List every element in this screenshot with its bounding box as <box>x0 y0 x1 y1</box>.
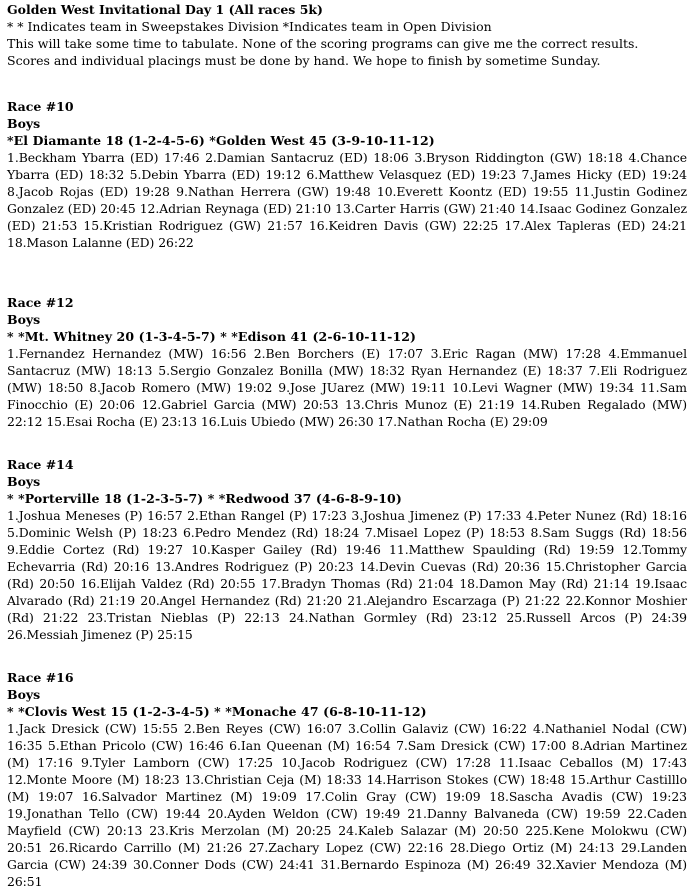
team-scores: * *Mt. Whitney 20 (1-3-4-5-7) * *Edison 41 (2-6-10-11-12) <box>7 329 417 344</box>
individual-results: 1.Fernandez Hernandez (MW) 16:56 2.Ben Borchers (E) 17:07 3.Eric Ragan (MW) 17:28 4.Emmanuel Santacruz (MW) 18:13 5.Sergio Gonzalez Bonilla (MW) 18:32 Ryan Hernandez (E) 18:37 7.Eli Rodriguez (MW) 18:50 8.Jacob Romero (MW) 19:02 9.Jose JUarez (MW) 19:11 10.Levi Wagner (MW) 19:34 11.Sam Finocchio (E) 20:06 12.Gabriel Garcia (MW) 20:53 13.Chris Munoz (E) 21:19 14.Ruben Regalado (MW) 22:12 15.Esai Rocha (E) 23:13 16.Luis Ubiedo (MW) 26:30 17.Nathan Rocha (E) 29:09 <box>7 346 687 429</box>
race-heading: Race #10 <box>7 99 74 114</box>
intro-line-division-key: * * Indicates team in Sweepstakes Division *Indicates team in Open Division <box>7 19 492 34</box>
intro-line-schedule-note: Scores and individual placings must be done by hand. We hope to finish by sometime Sunday. <box>7 53 601 68</box>
race-division: Boys <box>7 116 41 131</box>
results-document <box>7 0 687 889</box>
race-heading: Race #16 <box>7 670 74 685</box>
race-division: Boys <box>7 474 41 489</box>
race-section-10 <box>7 98 687 251</box>
team-scores: * *Porterville 18 (1-2-3-5-7) * *Redwood 37 (4-6-8-9-10) <box>7 491 402 506</box>
individual-results: 1.Jack Dresick (CW) 15:55 2.Ben Reyes (CW) 16:07 3.Collin Galaviz (CW) 16:22 4.Nathaniel Nodal (CW) 16:35 5.Ethan Pricolo (CW) 16:46 6.Ian Queenan (M) 16:54 7.Sam Dresick (CW) 17:00 8.Adrian Martinez (M) 17:16 9.Tyler Lamborn (CW) 17:25 10.Jacob Rodriguez (CW) 17:28 11.Isaac Ceballos (M) 17:43 12.Monte Moore (M) 18:23 13.Christian Ceja (M) 18:33 14.Harrison Stokes (CW) 18:48 15.Arthur Castilllo (M) 19:07 16.Salvador Martinez (M) 19:09 17.Colin Gray (CW) 19:09 18.Sascha Avadis (CW) 19:23 19.Jonathan Tello (CW) 19:44 20.Ayden Weldon (CW) 19:49 21.Danny Balvaneda (CW) 19:59 22.Caden Mayfield (CW) 20:13 23.Kris Merzolan (M) 20:25 24.Kaleb Salazar (M) 20:50 225.Kene Molokwu (CW) 20:51 26.Ricardo Carrillo (M) 21:26 27.Zachary Lopez (CW) 22:16 28.Diego Ortiz (M) 24:13 29.Landen Garcia (CW) 24:39 30.Conner Dods (CW) 24:41 31.Bernardo Espinoza (M) 26:49 32.Xavier Mendoza (M) 26:51 <box>7 721 687 889</box>
race-heading: Race #12 <box>7 295 74 310</box>
team-scores: *El Diamante 18 (1-2-4-5-6) *Golden West 45 (3-9-10-11-12) <box>7 133 435 148</box>
race-section-14 <box>7 456 687 643</box>
individual-results: 1.Beckham Ybarra (ED) 17:46 2.Damian Santacruz (ED) 18:06 3.Bryson Riddington (GW) 18:18 4.Chance Ybarra (ED) 18:32 5.Debin Ybarra (ED) 19:12 6.Matthew Velasquez (ED) 19:23 7.James Hicky (ED) 19:24 8.Jacob Rojas (ED) 19:28 9.Nathan Herrera (GW) 19:48 10.Everett Koontz (ED) 19:55 11.Justin Godinez Gonzalez (ED) 20:45 12.Adrian Reynaga (ED) 21:10 13.Carter Harris (GW) 21:40 14.Isaac Godinez Gonzalez (ED) 21:53 15.Kristian Rodriguez (GW) 21:57 16.Keidren Davis (GW) 22:25 17.Alex Tapleras (ED) 24:21 18.Mason Lalanne (ED) 26:22 <box>7 150 687 250</box>
team-scores: * *Clovis West 15 (1-2-3-4-5) * *Monache 47 (6-8-10-11-12) <box>7 704 427 719</box>
race-section-16 <box>7 669 687 890</box>
document-title: Golden West Invitational Day 1 (All races 5k) <box>7 2 323 17</box>
race-section-12 <box>7 294 687 430</box>
race-division: Boys <box>7 312 41 327</box>
race-heading: Race #14 <box>7 457 74 472</box>
intro-line-tabulation-note: This will take some time to tabulate. None of the scoring programs can give me the correct results. <box>7 36 639 51</box>
individual-results: 1.Joshua Meneses (P) 16:57 2.Ethan Rangel (P) 17:23 3.Joshua Jimenez (P) 17:33 4.Peter Nunez (Rd) 18:16 5.Dominic Welsh (P) 18:23 6.Pedro Mendez (Rd) 18:24 7.Misael Lopez (P) 18:53 8.Sam Suggs (Rd) 18:56 9.Eddie Cortez (Rd) 19:27 10.Kasper Gailey (Rd) 19:46 11.Matthew Spaulding (Rd) 19:59 12.Tommy Echevarria (Rd) 20:16 13.Andres Rodriguez (P) 20:23 14.Devin Cuevas (Rd) 20:36 15.Christopher Garcia (Rd) 20:50 16.Elijah Valdez (Rd) 20:55 17.Bradyn Thomas (Rd) 21:04 18.Damon May (Rd) 21:14 19.Isaac Alvarado (Rd) 21:19 20.Angel Hernandez (Rd) 21:20 21.Alejandro Escarzaga (P) 21:22 22.Konnor Moshier (Rd) 21:22 23.Tristan Nieblas (P) 22:13 24.Nathan Gormley (Rd) 23:12 25.Russell Arcos (P) 24:39 26.Messiah Jimenez (P) 25:15 <box>7 508 687 642</box>
race-division: Boys <box>7 687 41 702</box>
